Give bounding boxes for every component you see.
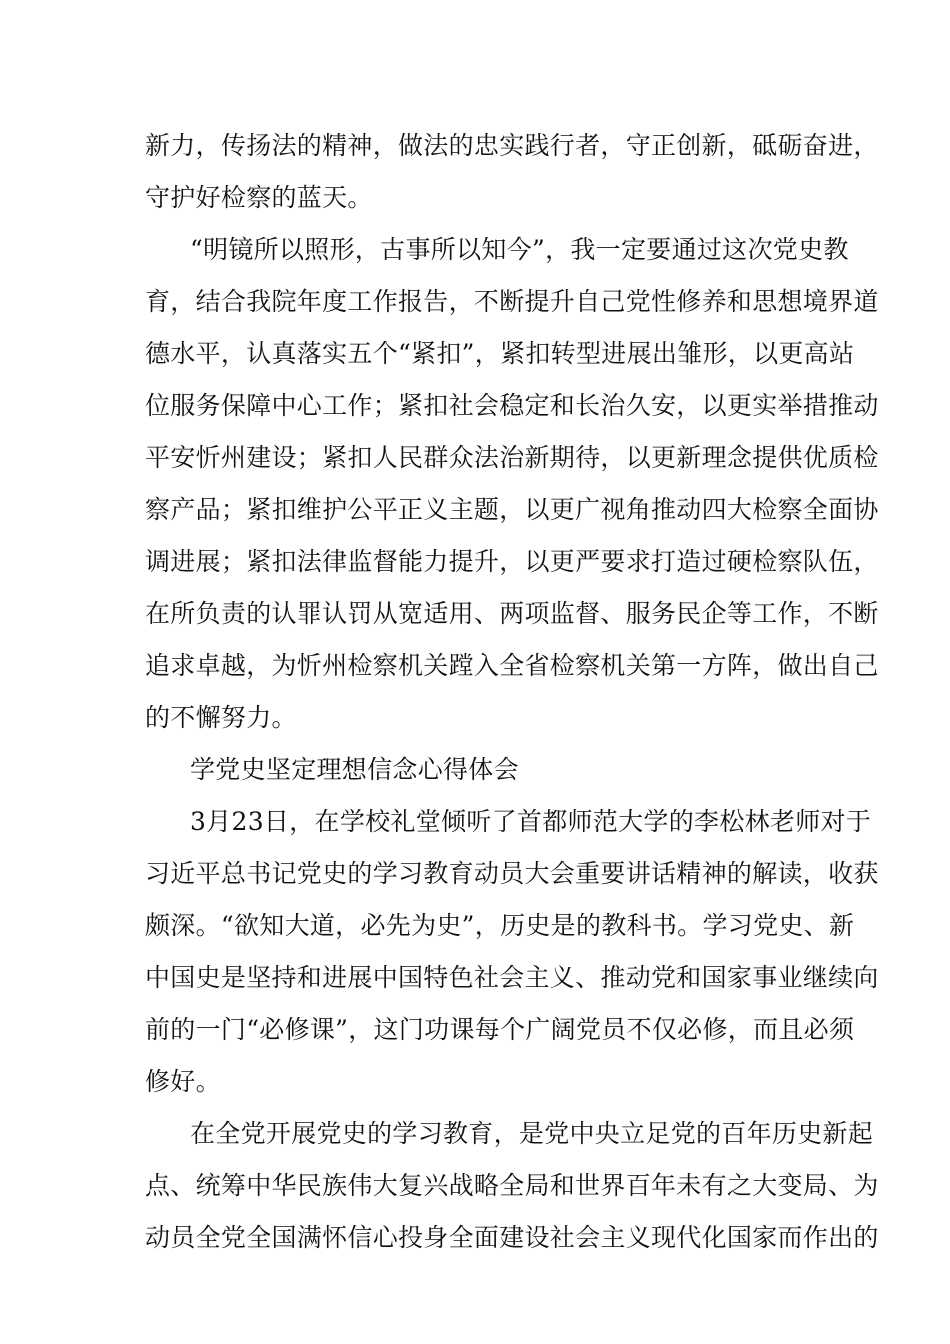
text-line: 习近平总书记党史的学习教育动员大会重要讲话精神的解读，收获 (145, 859, 879, 888)
text-line: 的不懈努力。 (145, 703, 297, 732)
text-line: 位服务保障中心工作；紧扣社会稳定和长治久安，以更实举措推动 (145, 391, 879, 420)
text-line: 平安忻州建设；紧扣人民群众法治新期待，以更新理念提供优质检 (145, 443, 879, 472)
section-title: 学党史坚定理想信念心得体会 (190, 755, 519, 784)
text-line: 守护好检察的蓝天。 (145, 183, 373, 212)
text-line: 中国史是坚持和进展中国特色社会主义、推动党和国家事业继续向 (145, 963, 879, 992)
text-line: 在所负责的认罪认罚从宽适用、两项监督、服务民企等工作，不断 (145, 599, 879, 628)
paragraph-start-line: 在全党开展党史的学习教育，是党中央立足党的百年历史新起 (190, 1119, 874, 1148)
paragraph-start-line: 3月23日，在学校礼堂倾听了首都师范大学的李松林老师对于 (190, 807, 872, 836)
text-line: 前的一门“必修课”，这门功课每个广阔党员不仅必修，而且必须 (145, 1015, 855, 1044)
text-line: 修好。 (145, 1067, 221, 1096)
text-line: 育，结合我院年度工作报告，不断提升自己党性修养和思想境界道 (145, 287, 879, 316)
text-line: 点、统筹中华民族伟大复兴战略全局和世界百年未有之大变局、为 (145, 1171, 879, 1200)
text-line: 察产品；紧扣维护公平正义主题，以更广视角推动四大检察全面协 (145, 495, 879, 524)
text-line: 新力，传扬法的精神，做法的忠实践行者，守正创新，砥砺奋进， (145, 131, 879, 160)
text-line: 调进展；紧扣法律监督能力提升，以更严要求打造过硬检察队伍， (145, 547, 879, 576)
text-line: 动员全党全国满怀信心投身全面建设社会主义现代化国家而作出的 (145, 1223, 879, 1252)
text-line: 颇深。“欲知大道，必先为史”，历史是的教科书。学习党史、新 (145, 911, 855, 940)
text-line: 德水平，认真落实五个“紧扣”，紧扣转型进展出雏形，以更高站 (145, 339, 855, 368)
paragraph-start-line: “明镜所以照形，古事所以知今”，我一定要通过这次党史教 (190, 235, 849, 264)
text-line: 追求卓越，为忻州检察机关蹚入全省检察机关第一方阵，做出自己 (145, 651, 879, 680)
